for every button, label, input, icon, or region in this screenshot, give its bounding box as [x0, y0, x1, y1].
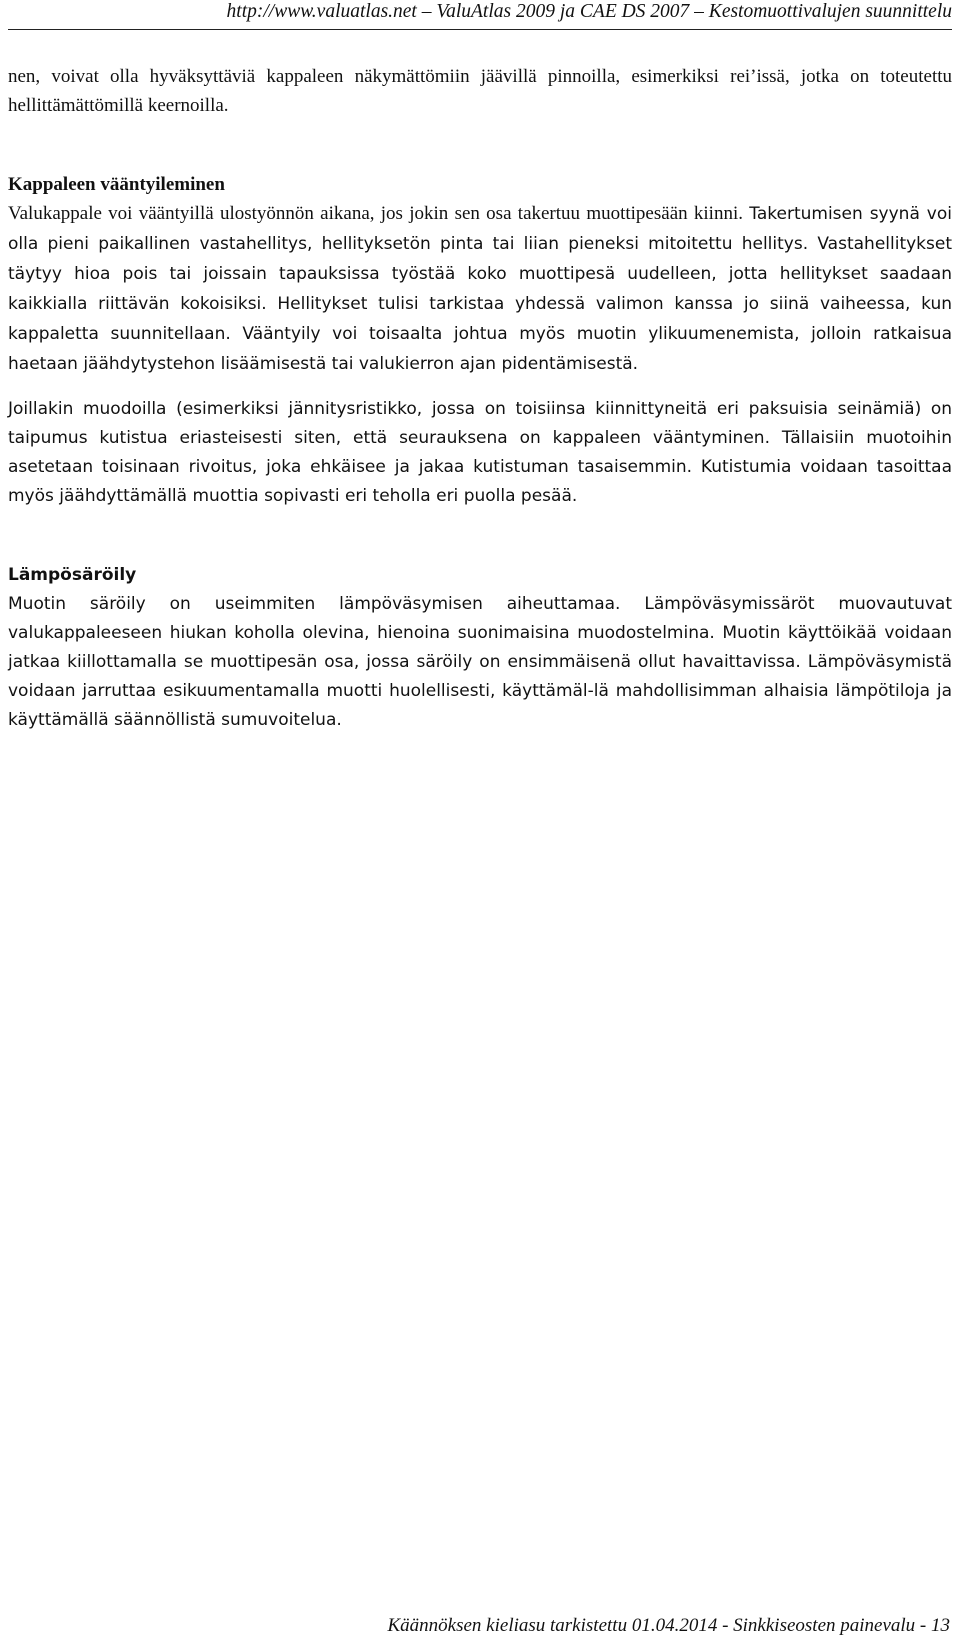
- page-header: http://www.valuatlas.net – ValuAtlas 2009 ja CAE DS 2007 – Kestomuottivalujen suunnittelu: [226, 1, 952, 22]
- document-body: [8, 62, 952, 735]
- section-heading-heat-checking: Lämpösäröily: [8, 565, 137, 585]
- spacer: [8, 379, 952, 395]
- paragraph-warping-1-cause: Takertumisen syynä voi olla pieni paikallinen vastahellitys, hellityksetön pinta tai liian pieneksi mitoitettu hellitys.: [8, 204, 952, 254]
- paragraph-heat-checking: Muotin säröily on useimmiten lämpöväsymisen aiheuttamaa. Lämpöväsymissäröt muovautuvat valukappaleeseen hiukan koholla olevina, hienoina suonimaisina muodostelmina. Muotin käyttöikää voidaan jatkaa kiillottamalla se muottipesän osa, jossa säröily on ensimmäisenä ollut havaittavissa. Lämpöväsymistä voidaan jarruttaa esikuumentamalla muotti huolellisesti, käyttämäl-lä mahdollisimman alhaisia lämpötiloja ja käyttämällä säännöllistä sumuvoitelua.: [8, 594, 952, 730]
- spacer: [8, 511, 952, 561]
- paragraph-warping-1-lead: Valukappale voi vääntyillä ulostyönnön aikana, jos jokin sen osa takertuu muottipesään kiinni.: [8, 203, 750, 224]
- paragraph-warping-2: Joillakin muodoilla (esimerkiksi jännitysristikko, jossa on toisiinsa kiinnittyneitä eri paksuisia seinämiä) on taipumus kutistua eriasteisesti siten, että seurauksena on kappaleen vääntyminen. Tällaisiin muotoihin asetetaan toisinaan rivoitus, joka ehkäisee ja jakaa kutistuman tasaisemmin. Kutistumia voidaan tasoittaa myös jäähdyttämällä muottia sopivasti eri teholla eri puolla pesää.: [8, 399, 952, 506]
- paragraph-warping-1: [8, 199, 952, 379]
- page-footer: Käännöksen kieliasu tarkistettu 01.04.2014 - Sinkkiseosten painevalu - 13: [387, 1615, 950, 1636]
- paragraph-warping-1-sans: [8, 204, 952, 374]
- spacer: [8, 120, 952, 170]
- section-heading-warping: Kappaleen vääntyileminen: [8, 174, 225, 195]
- intro-paragraph: nen, voivat olla hyväksyttäviä kappaleen näkymättömiin jäävillä pinnoilla, esimerkiksi rei’issä, jotka on toteutettu hellittämättömillä keernoilla.: [8, 66, 952, 116]
- header-divider: [8, 29, 952, 30]
- paragraph-warping-1-body: Vastahellitykset täytyy hioa pois tai joissain tapauksissa työstää koko muottipesä uudelleen, jotta hellitykset saadaan kaikkialla riittävän kokoisiksi. Hellitykset tulisi tarkistaa yhdessä valimon kanssa jo siinä vaiheessa, kun kappaletta suunnitellaan. Vääntyily voi toisaalta johtua myös muotin ylikuumenemista, jolloin ratkaisua haetaan jäähdytystehon lisäämisestä tai valukierron ajan pidentämisestä.: [8, 234, 952, 374]
